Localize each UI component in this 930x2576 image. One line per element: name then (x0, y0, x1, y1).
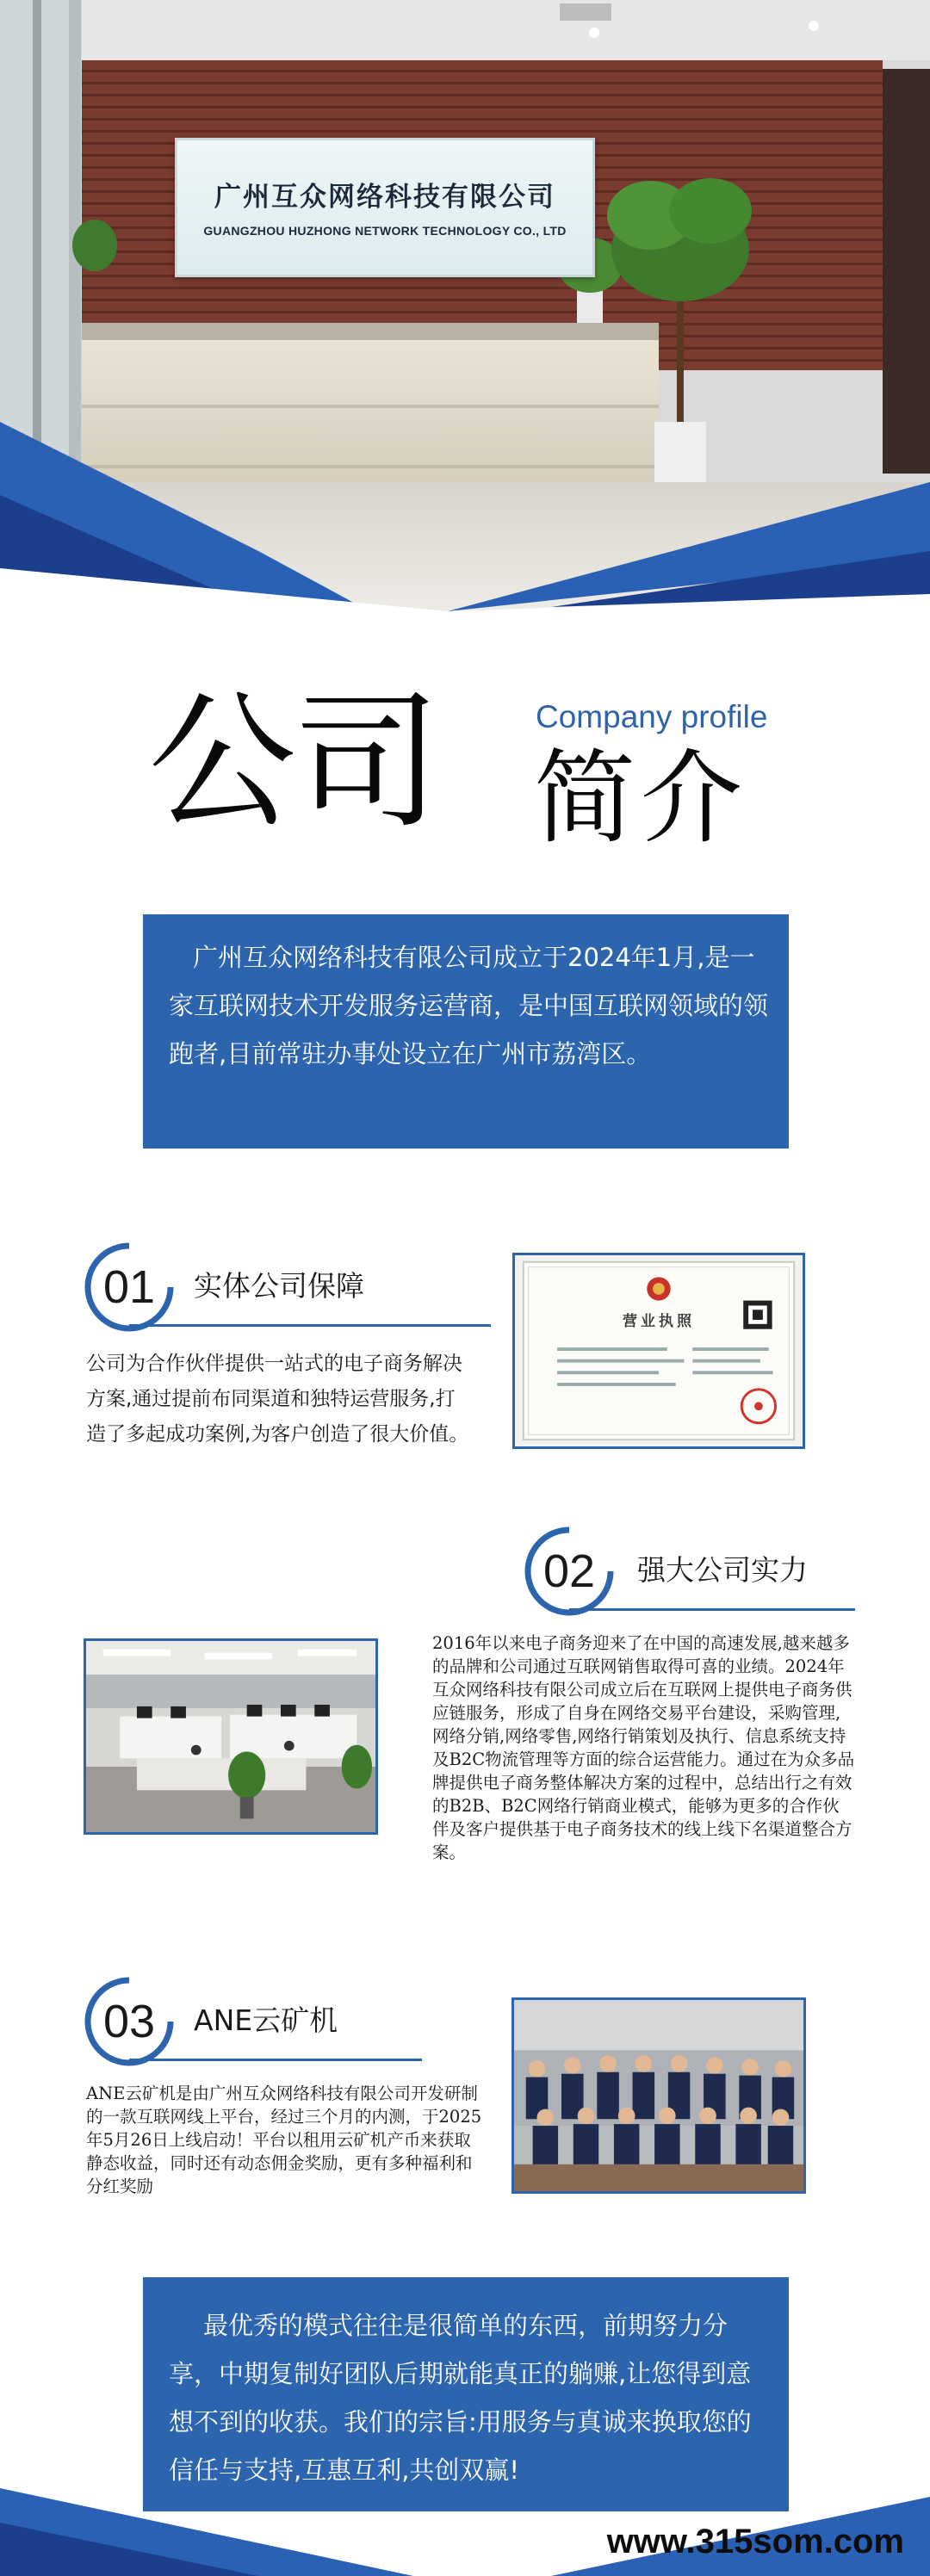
team-photo (512, 1997, 806, 2194)
section-02-text: 2016年以来电子商务迎来了在中国的高速发展,越来越多的品牌和公司通过互联网销售取得可喜的业绩。2024年互众网络科技有限公司成立后在互联网上提供电子商务供应链服务，形成了自身在网络交易平台建设，采购管理,网络分销,网络零售,网络行销策划及执行、信息系统支持及B2C物流管理等方面的综合运营能力。通过在为众多品牌提供电子商务整体解决方案的过程中，总结出行之有效的B2B、B2C网络行销商业模式，能够为更多的合作伙伴及客户提供基于电子商务技术的线上线下名渠道整合方案。 (432, 1633, 855, 1862)
license-heading: 营业执照 (623, 1313, 695, 1330)
website-url: www.315som.com (606, 2523, 904, 2561)
section-underline (129, 1324, 491, 1327)
slogan-box: 最优秀的模式往往是很简单的东西，前期努力分享，中期复制好团队后期就能真正的躺赚,让您得到意想不到的收获。我们的宗旨:用服务与真诚来换取您的信任与支持,互惠互利,共创双赢! (143, 2277, 789, 2511)
hero-banner (0, 0, 930, 637)
business-license-photo (512, 1253, 805, 1449)
section-title: 强大公司实力 (637, 1553, 808, 1587)
title-company: 公司 (148, 676, 437, 849)
title-profile: 简介 (534, 739, 748, 858)
intro-box: 广州互众网络科技有限公司成立于2024年1月,是一家互联网技术开发服务运营商，是中国互联网领域的领跑者,目前常驻办事处设立在广州市荔湾区。 (143, 914, 789, 1149)
section-01-header (84, 1242, 497, 1328)
section-title: ANE云矿机 (194, 2003, 338, 2037)
section-03-header (84, 1976, 428, 2062)
office-photo (84, 1638, 378, 1835)
section-number-ring (84, 1976, 175, 2067)
sign-company-name-cn: 广州互众网络科技有限公司 (214, 182, 555, 213)
section-underline (569, 1608, 855, 1611)
sign-company-name-en: GUANGZHOU HUZHONG NETWORK TECHNOLOGY CO., LTD (203, 224, 567, 238)
title-english: Company profile (536, 699, 768, 734)
section-number: 02 (542, 1545, 596, 1597)
hero-decorative-shapes (0, 0, 930, 637)
section-number-ring (84, 1242, 175, 1333)
section-title: 实体公司保障 (194, 1269, 364, 1303)
section-03-text: ANE云矿机是由广州互众网络科技有限公司开发研制的一款互联网线上平台，经过三个月的内测，于2025年5月26日上线启动！平台以租用云矿机产币来获取静态收益，同时还有动态佣金奖励，更有多种福利和分红奖励 (86, 2084, 482, 2196)
section-01-text: 公司为合作伙伴提供一站式的电子商务解决方案,通过提前布同渠道和独特运营服务,打造了多起成功案例,为客户创造了很大价值。 (86, 1353, 469, 1446)
section-number-ring (524, 1526, 615, 1617)
section-number: 01 (102, 1261, 156, 1313)
section-underline (129, 2059, 422, 2061)
section-number: 03 (102, 1996, 156, 2047)
section-02-header (524, 1526, 851, 1612)
